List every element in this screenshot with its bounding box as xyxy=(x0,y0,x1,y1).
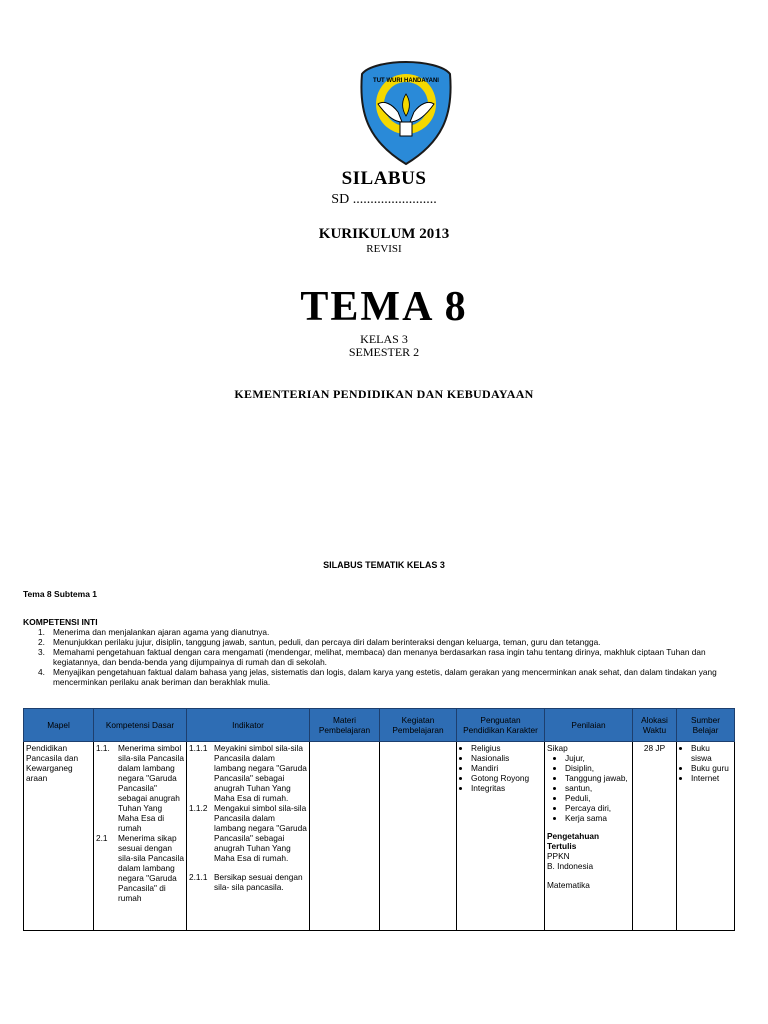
tema-title: TEMA 8 xyxy=(300,284,468,330)
school-name: SD ........................ xyxy=(331,192,437,207)
list-item: • Buku guru xyxy=(691,763,732,773)
list-item: • Disiplin, xyxy=(565,763,630,773)
table-header-row xyxy=(24,709,735,742)
header-penilaian: Penilaian xyxy=(545,709,633,742)
tut-wuri-handayani-logo xyxy=(358,60,454,166)
header-alokasi: Alokasi Waktu xyxy=(633,709,677,742)
list-item: • Percaya diri, xyxy=(565,803,630,813)
cell-alokasi: 28 JP xyxy=(633,742,677,931)
list-item: • Jujur, xyxy=(565,753,630,763)
list-item: • Integritas xyxy=(471,783,542,793)
header-indikator: Indikator xyxy=(187,709,310,742)
tertulis-label: Tertulis xyxy=(547,841,577,851)
cell-materi xyxy=(310,742,380,931)
list-item: • Buku siswa xyxy=(691,743,732,763)
header-kegiatan: Kegiatan Pembelajaran xyxy=(380,709,457,742)
silabus-heading: SILABUS TEMATIK KELAS 3 xyxy=(323,560,445,570)
list-item: 3. Memahami pengetahuan faktual dengan cara mengamati (mendengar, melihat, membaca) dan menanya berdasarkan rasa ingin tahu tentang dirinya, makhluk ciptaan Tuhan dan kegiatannya, dan benda-benda yang dijumpainya di rumah dan di sekolah. xyxy=(38,647,706,667)
list-item: • santun, xyxy=(565,783,630,793)
cell-penguatan xyxy=(457,742,545,931)
subject-matematika: Matematika xyxy=(547,880,590,890)
cell-sumber xyxy=(677,742,735,931)
header-sumber: Sumber Belajar xyxy=(677,709,735,742)
list-item: • Gotong Royong xyxy=(471,773,542,783)
table-row xyxy=(24,742,735,931)
list-item: • Religius xyxy=(471,743,542,753)
cell-indikator: 1.1.1 Meyakini simbol sila-sila Pancasila dalam lambang negara "Garuda Pancasila" sebagai anugrah Tuhan Yang Maha Esa di rumah. 1.1.2 Mengakui simbol sila-sila Pancasila dalam lambang negara "Garuda Pancasila" sebagai anugrah Tuhan Yang Maha Esa di rumah. 2.1.1 Bersikap sesuai dengan sila- sila pancasila. xyxy=(187,742,310,931)
header-materi: Materi Pembelajaran xyxy=(310,709,380,742)
pengetahuan-label: Pengetahuan xyxy=(547,831,600,841)
kelas-label: KELAS 3 xyxy=(360,332,408,346)
list-item: • Tanggung jawab, xyxy=(565,773,630,783)
svg-text:TUT WURI HANDAYANI: TUT WURI HANDAYANI xyxy=(373,78,439,84)
ministry-label: KEMENTERIAN PENDIDIKAN DAN KEBUDAYAAN xyxy=(234,387,534,401)
kompetensi-inti-list xyxy=(23,627,723,687)
header-penguatan: Penguatan Pendidikan Karakter xyxy=(457,709,545,742)
sikap-label: Sikap xyxy=(547,743,568,753)
header-kd: Kompetensi Dasar xyxy=(94,709,187,742)
list-item: • Kerja sama xyxy=(565,813,630,823)
revisi-label: REVISI xyxy=(366,243,402,255)
silabus-table xyxy=(23,708,735,931)
kurikulum-label: KURIKULUM 2013 xyxy=(318,226,450,242)
list-item: 2. Menunjukkan perilaku jujur, disiplin, tanggung jawab, santun, peduli, dan percaya diri dalam berinteraksi dengan keluarga, teman, guru dan tetangga. xyxy=(38,637,601,647)
list-item: 4. Menyajikan pengetahuan faktual dalam bahasa yang jelas, sistematis dan logis, dalam karya yang estetis, dalam gerakan yang mencerminkan anak sehat, dan dalam tindakan yang mencerminkan perilaku anak beriman dan berakhlak mulia. xyxy=(38,667,717,687)
header-mapel: Mapel xyxy=(24,709,94,742)
list-item: • Peduli, xyxy=(565,793,630,803)
tema-subtema: Tema 8 Subtema 1 xyxy=(23,589,98,599)
list-item: 1. Menerima dan menjalankan ajaran agama yang dianutnya. xyxy=(38,627,270,637)
kompetensi-inti-heading: KOMPETENSI INTI xyxy=(23,617,98,627)
cell-kd: 1.1. Menerima simbol sila-sila Pancasila dalam lambang negara "Garuda Pancasila" sebagai anugrah Tuhan Yang Maha Esa di rumah 2.1 Menerima sikap sesuai dengan sila-sila Pancasila dalam lambang negara "Garuda Pancasila" di rumah xyxy=(94,742,187,931)
cell-mapel: Pendidikan Pancasila dan Kewarganeg araan xyxy=(24,742,94,931)
list-item: • Mandiri xyxy=(471,763,542,773)
cell-kegiatan xyxy=(380,742,457,931)
semester-label: SEMESTER 2 xyxy=(348,345,420,359)
list-item: • Nasionalis xyxy=(471,753,542,763)
cell-penilaian xyxy=(545,742,633,931)
subject-bindonesia: B. Indonesia xyxy=(547,861,594,871)
list-item: • Internet xyxy=(691,773,732,783)
subject-ppkn: PPKN xyxy=(547,851,570,861)
cover-title: SILABUS xyxy=(341,168,427,189)
